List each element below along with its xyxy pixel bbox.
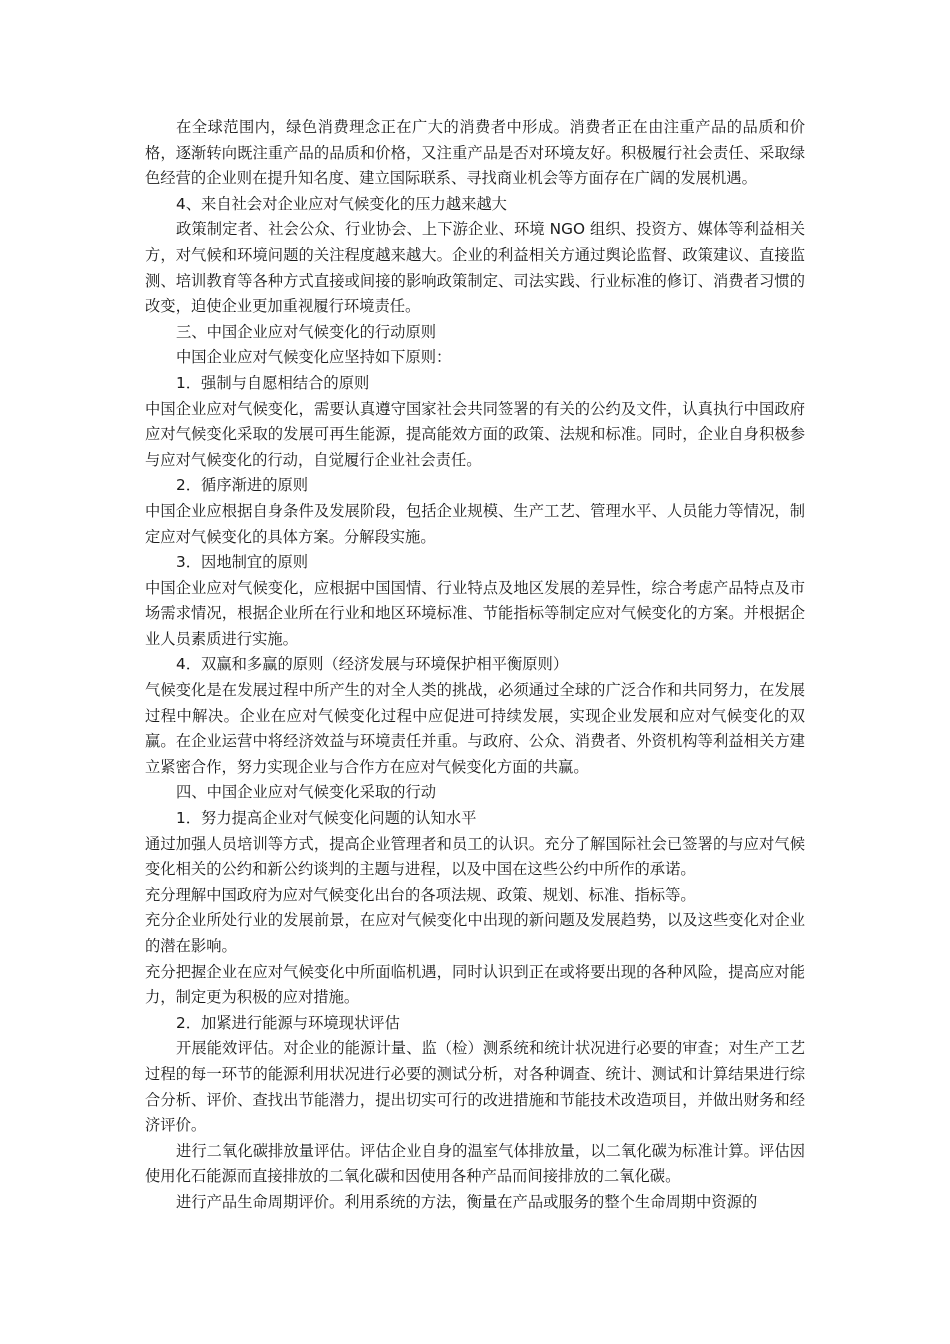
paragraph: 开展能效评估。对企业的能源计量、监（检）测系统和统计状况进行必要的审查；对生产工艺过程的每一环节的能源利用状况进行必要的测试分析，对各种调查、统计、测试和计算结果进行综合分析、评价、查找出节能潜力，提出切实可行的改进措施和节能技术改造项目，并做出财务和经济评价。 (145, 1039, 805, 1135)
principle-heading: 3．因地制宜的原则 (176, 553, 309, 572)
paragraph: 气候变化是在发展过程中所产生的对全人类的挑战，必须通过全球的广泛合作和共同努力，在发展过程中解决。企业在应对气候变化过程中应促进可持续发展，实现企业发展和应对气候变化的双赢。在企业运营中将经济效益与环境责任并重。与政府、公众、消费者、外资机构等利益相关方建立紧密合作，努力实现企业与合作方在应对气候变化方面的共赢。 (145, 681, 805, 776)
paragraph: 中国企业应对气候变化应坚持如下原则： (176, 348, 452, 367)
paragraph: 充分理解中国政府为应对气候变化出台的各项法规、政策、规划、标准、指标等。 (145, 885, 696, 904)
paragraph: 政策制定者、社会公众、行业协会、上下游企业、环境 NGO 组织、投资方、媒体等利益相关方，对气候和环境问题的关注程度越来越大。企业的利益相关方通过舆论监督、政策建议、直接监测、培训教育等各种方式直接或间接的影响政策制定、司法实践、行业标准的修订、消费者习惯的改变，迫使企业更加重视履行环境责任。 (145, 220, 805, 316)
paragraph: 中国企业应对气候变化，应根据中国国情、行业特点及地区发展的差异性，综合考虑产品特点及市场需求情况，根据企业所在行业和地区环境标准、节能指标等制定应对气候变化的方案。并根据企业人员素质进行实施。 (145, 578, 805, 648)
paragraph: 进行二氧化碳排放量评估。评估企业自身的温室气体排放量，以二氧化碳为标准计算。评估因使用化石能源而直接排放的二氧化碳和因使用各种产品而间接排放的二氧化碳。 (145, 1141, 805, 1186)
paragraph: 进行产品生命周期评价。利用系统的方法，衡量在产品或服务的整个生命周期中资源的 (176, 1192, 758, 1211)
section-heading: 4、来自社会对企业应对气候变化的压力越来越大 (176, 194, 507, 213)
chapter-heading: 三、中国企业应对气候变化的行动原则 (176, 322, 437, 341)
action-heading: 1．努力提高企业对气候变化问题的认知水平 (176, 809, 477, 828)
paragraph: 充分把握企业在应对气候变化中所面临机遇，同时认识到正在或将要出现的各种风险，提高应对能力，制定更为积极的应对措施。 (145, 962, 805, 1007)
paragraph: 中国企业应对气候变化，需要认真遵守国家社会共同签署的有关的公约及文件，认真执行中国政府应对气候变化采取的发展可再生能源，提高能效方面的政策、法规和标准。同时，企业自身积极参与应对气候变化的行动，自觉履行企业社会责任。 (145, 399, 805, 469)
principle-heading: 4．双赢和多赢的原则（经济发展与环境保护相平衡原则） (176, 655, 569, 674)
action-heading: 2．加紧进行能源与环境现状评估 (176, 1013, 400, 1032)
paragraph: 在全球范围内，绿色消费理念正在广大的消费者中形成。消费者正在由注重产品的品质和价格，逐渐转向既注重产品的品质和价格，又注重产品是否对环境友好。积极履行社会责任、采取绿色经营的企业则在提升知名度、建立国际联系、寻找商业机会等方面存在广阔的发展机遇。 (145, 118, 805, 188)
principle-heading: 2．循序渐进的原则 (176, 476, 309, 495)
paragraph: 充分企业所处行业的发展前景，在应对气候变化中出现的新问题及发展趋势，以及这些变化对企业的潜在影响。 (145, 911, 805, 955)
chapter-heading: 四、中国企业应对气候变化采取的行动 (176, 783, 437, 802)
paragraph: 中国企业应根据自身条件及发展阶段，包括企业规模、生产工艺、管理水平、人员能力等情况，制定应对气候变化的具体方案。分解段实施。 (145, 501, 805, 546)
principle-heading: 1．强制与自愿相结合的原则 (176, 373, 370, 392)
paragraph: 通过加强人员培训等方式，提高企业管理者和员工的认识。充分了解国际社会已签署的与应对气候变化相关的公约和新公约谈判的主题与进程，以及中国在这些公约中所作的承诺。 (145, 834, 805, 879)
